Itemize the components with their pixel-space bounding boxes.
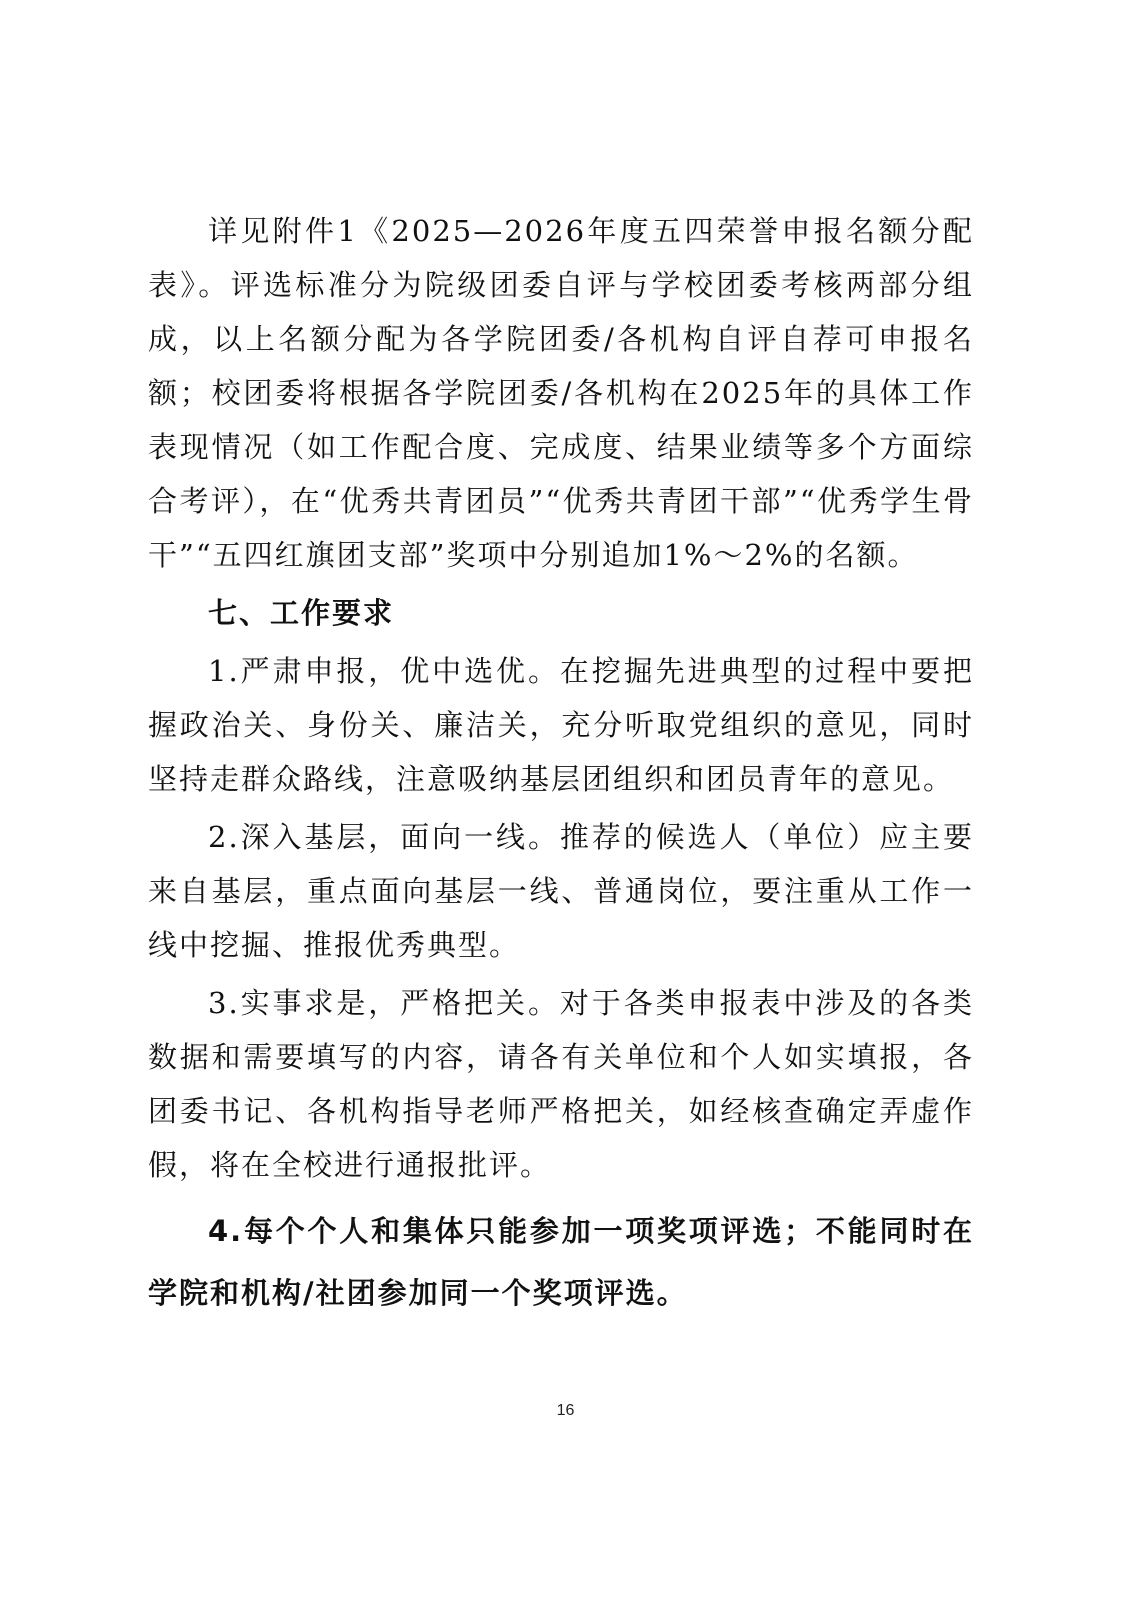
quota-paragraph: 详见附件1《2025—2026年度五四荣誉申报名额分配表》。评选标准分为院级团委自评与学校团委考核两部分组成，以上名额分配为各学院团委/各机构自评自荐可申报名额；校团委将根据各学院团委/各机构在2025年的具体工作表现情况（如工作配合度、完成度、结果业绩等多个方面综合考评），在“优秀共青团员”“优秀共青团干部”“优秀学生骨干”“五四红旗团支部”奖项中分别追加1%～2%的名额。 xyxy=(148,214,974,572)
requirement-item-4-bold: 4.每个个人和集体只能参加一项奖项评选；不能同时在学院和机构/社团参加同一个奖项评选。 xyxy=(148,1214,974,1310)
requirement-item-2: 2.深入基层，面向一线。推荐的候选人（单位）应主要来自基层，重点面向基层一线、普通岗位，要注重从工作一线中挖掘、推报优秀典型。 xyxy=(148,820,974,962)
section-heading: 七、工作要求 xyxy=(208,596,395,630)
requirement-item-1: 1.严肃申报，优中选优。在挖掘先进典型的过程中要把握政治关、身份关、廉洁关，充分听取党组织的意见，同时坚持走群众路线，注意吸纳基层团组织和团员青年的意见。 xyxy=(148,654,974,796)
page-number: 16 xyxy=(556,1402,575,1419)
requirement-item-3: 3.实事求是，严格把关。对于各类申报表中涉及的各类数据和需要填写的内容，请各有关单位和个人如实填报，各团委书记、各机构指导老师严格把关，如经核查确定弄虚作假，将在全校进行通报批评。 xyxy=(148,986,974,1182)
document-body xyxy=(148,204,974,1324)
